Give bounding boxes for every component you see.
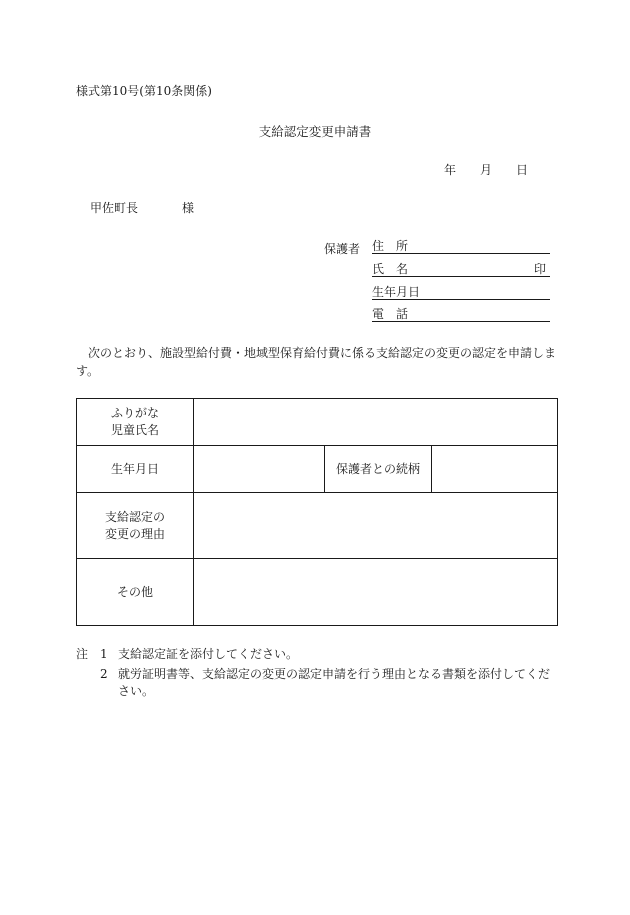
form-number: 様式第10号(第10条関係) bbox=[76, 84, 212, 98]
guardian-address-label: 住 所 bbox=[372, 239, 409, 253]
guardian-label: 保護者 bbox=[324, 242, 361, 256]
guardian-name-field[interactable] bbox=[372, 262, 550, 277]
seal-mark: 印 bbox=[533, 262, 546, 276]
addressee bbox=[90, 199, 194, 216]
guardian-birthdate-label: 生年月日 bbox=[372, 285, 421, 299]
note-2-number: 2 bbox=[100, 667, 108, 681]
birthdate-cell[interactable] bbox=[194, 446, 325, 493]
birthdate-header: 生年月日 bbox=[77, 446, 194, 493]
change-reason-label-line2: 変更の理由 bbox=[104, 526, 165, 541]
application-statement: 次のとおり、施設型給付費・地域型保育給付費に係る支給認定の変更の認定を申請します。 bbox=[76, 346, 557, 378]
other-cell[interactable] bbox=[194, 559, 558, 626]
change-reason-header bbox=[77, 493, 194, 559]
other-header: その他 bbox=[77, 559, 194, 626]
guardian-phone-field[interactable] bbox=[372, 307, 550, 322]
relationship-header: 保護者との続柄 bbox=[325, 446, 432, 493]
guardian-birthdate-field[interactable] bbox=[372, 285, 550, 300]
date-month-label: 月 bbox=[480, 163, 493, 177]
addressee-name: 甲佐町長 bbox=[90, 201, 139, 215]
date-day-label: 日 bbox=[516, 163, 529, 177]
guardian-phone-label: 電 話 bbox=[372, 307, 409, 321]
guardian-address-field[interactable] bbox=[372, 239, 550, 254]
addressee-honorific: 様 bbox=[182, 201, 195, 215]
date-year-label: 年 bbox=[444, 163, 457, 177]
note-2-text: 就労証明書等、支給認定の変更の認定申請を行う理由となる書類を添付してください。 bbox=[118, 667, 551, 698]
notes-prefix: 注 bbox=[76, 647, 89, 661]
change-reason-cell[interactable] bbox=[194, 493, 558, 559]
relationship-cell[interactable] bbox=[432, 446, 558, 493]
table-row bbox=[77, 446, 558, 493]
table-row bbox=[77, 399, 558, 446]
furigana-label: ふりがな bbox=[110, 406, 159, 420]
guardian-name-label: 氏 名 bbox=[372, 262, 409, 276]
child-name-header bbox=[77, 399, 194, 446]
notes-section bbox=[76, 646, 558, 706]
note-1-number: 1 bbox=[100, 647, 108, 661]
application-table bbox=[76, 398, 558, 626]
note-1-text: 支給認定証を添付してください。 bbox=[118, 647, 299, 661]
child-name-cell[interactable] bbox=[194, 399, 558, 446]
child-name-label: 児童氏名 bbox=[110, 423, 159, 437]
date-line bbox=[444, 161, 528, 178]
change-reason-label-line1: 支給認定の bbox=[104, 509, 165, 524]
table-row bbox=[77, 493, 558, 559]
document-title: 支給認定変更申請書 bbox=[258, 124, 372, 139]
table-row bbox=[77, 559, 558, 626]
